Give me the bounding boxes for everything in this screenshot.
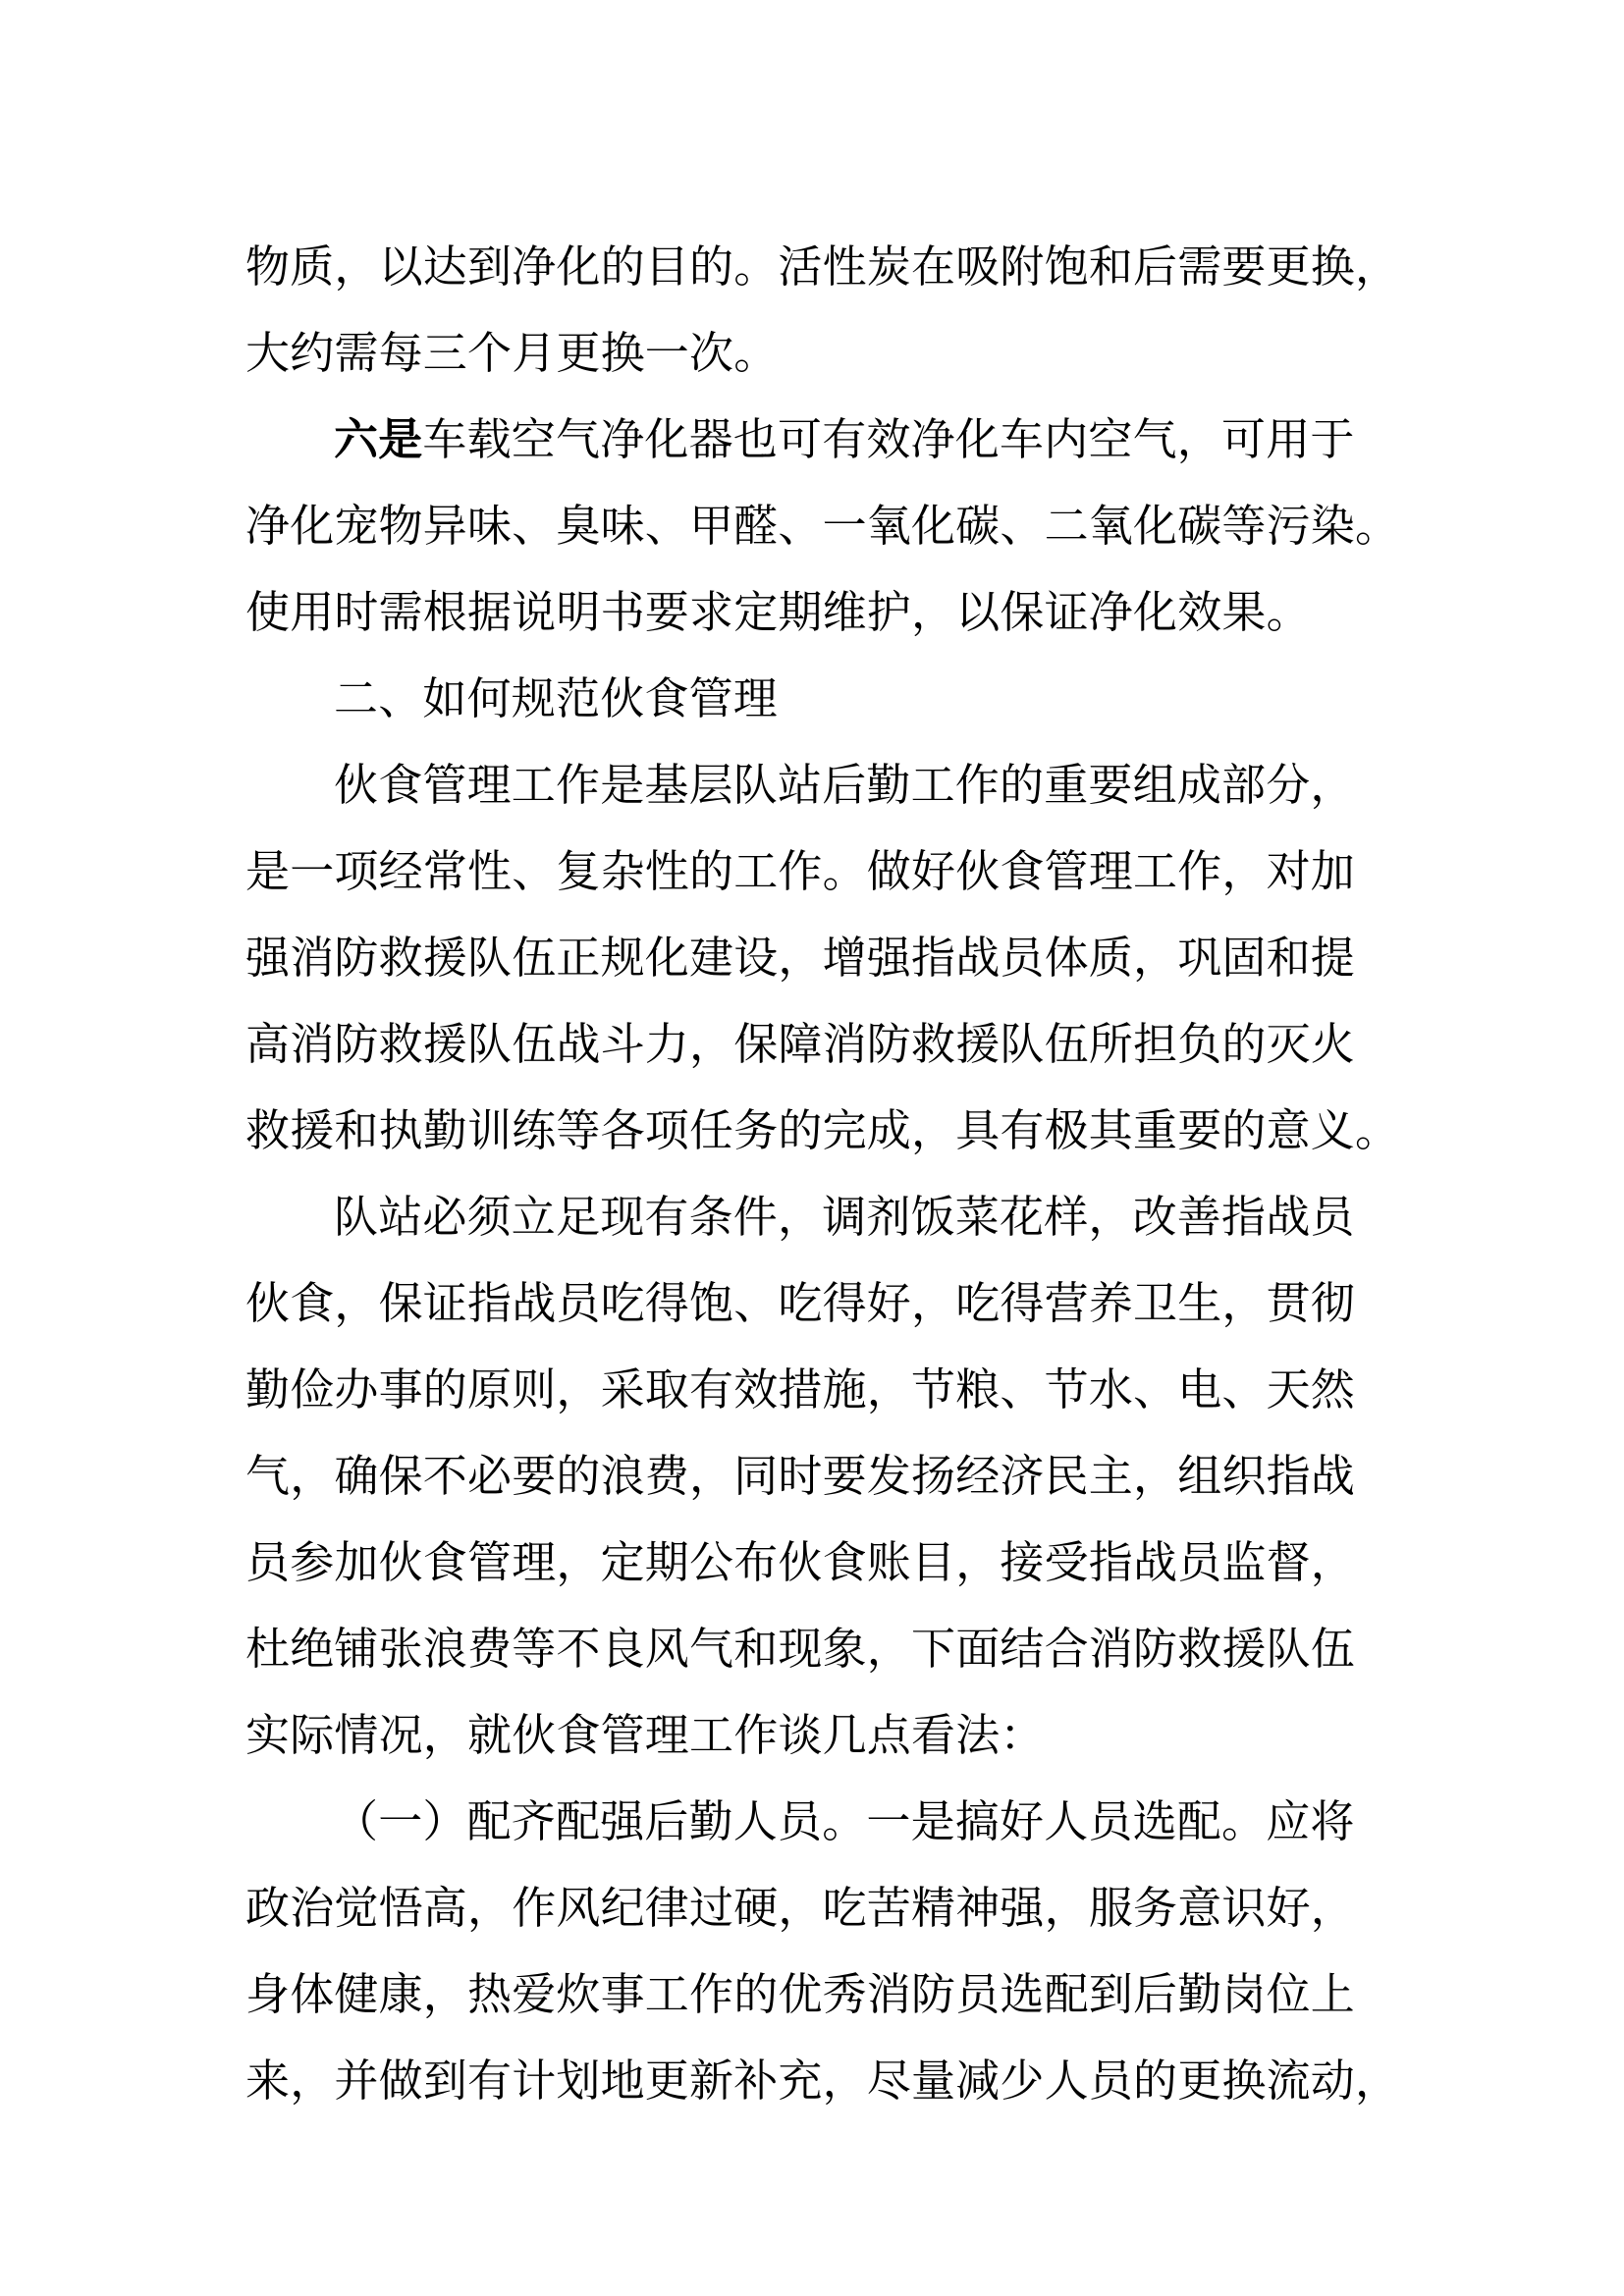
text-line: 是一项经常性、复杂性的工作。做好伙食管理工作，对加 (245, 845, 1356, 897)
text-line: 高消防救援队伍战斗力，保障消防救援队伍所担负的灭火 (245, 1018, 1356, 1070)
text-line: 身体健康，热爱炊事工作的优秀消防员选配到后勤岗位上 (245, 1968, 1356, 2020)
text-line: 救援和执勤训练等各项任务的完成，具有极其重要的意义。 (245, 1104, 1400, 1156)
emphasis-label: 六是 (334, 413, 423, 465)
text-line: 来，并做到有计划地更新补充，尽量减少人员的更换流动， (245, 2055, 1400, 2107)
document-body (245, 224, 1400, 2124)
emphasis-rest: 车载空气净化器也可有效净化车内空气，可用于 (422, 413, 1355, 465)
text-line: 大约需每三个月更换一次。 (245, 327, 779, 379)
section-heading: 二、如何规范伙食管理 (334, 672, 779, 724)
subsection-heading: （一）配齐配强后勤人员。一是搞好人员选配。应将 (334, 1795, 1355, 1847)
text-line: 员参加伙食管理，定期公布伙食账目，接受指战员监督， (245, 1536, 1356, 1588)
text-line: 强消防救援队伍正规化建设，增强指战员体质，巩固和提 (245, 932, 1356, 984)
text-line: 杜绝铺张浪费等不良风气和现象，下面结合消防救援队伍 (245, 1623, 1356, 1675)
text-line-emphasis (245, 397, 1394, 483)
text-line: 使用时需根据说明书要求定期维护，以保证净化效果。 (245, 586, 1311, 638)
text-line: 净化宠物异味、臭味、甲醛、一氧化碳、二氧化碳等污染。 (245, 500, 1400, 552)
text-line: 政治觉悟高，作风纪律过硬，吃苦精神强，服务意识好， (245, 1882, 1356, 1934)
text-line: 队站必须立足现有条件，调剂饭菜花样，改善指战员 (334, 1191, 1355, 1243)
text-line: 气，确保不必要的浪费，同时要发扬经济民主，组织指战 (245, 1450, 1356, 1502)
text-line: 物质，以达到净化的目的。活性炭在吸附饱和后需要更换， (245, 240, 1400, 293)
text-line: 伙食管理工作是基层队站后勤工作的重要组成部分， (334, 759, 1355, 811)
text-line: 伙食，保证指战员吃得饱、吃得好，吃得营养卫生，贯彻 (245, 1277, 1356, 1329)
text-line: 实际情况，就伙食管理工作谈几点看法： (245, 1709, 1045, 1761)
text-line: 勤俭办事的原则，采取有效措施，节粮、节水、电、天然 (245, 1363, 1356, 1415)
